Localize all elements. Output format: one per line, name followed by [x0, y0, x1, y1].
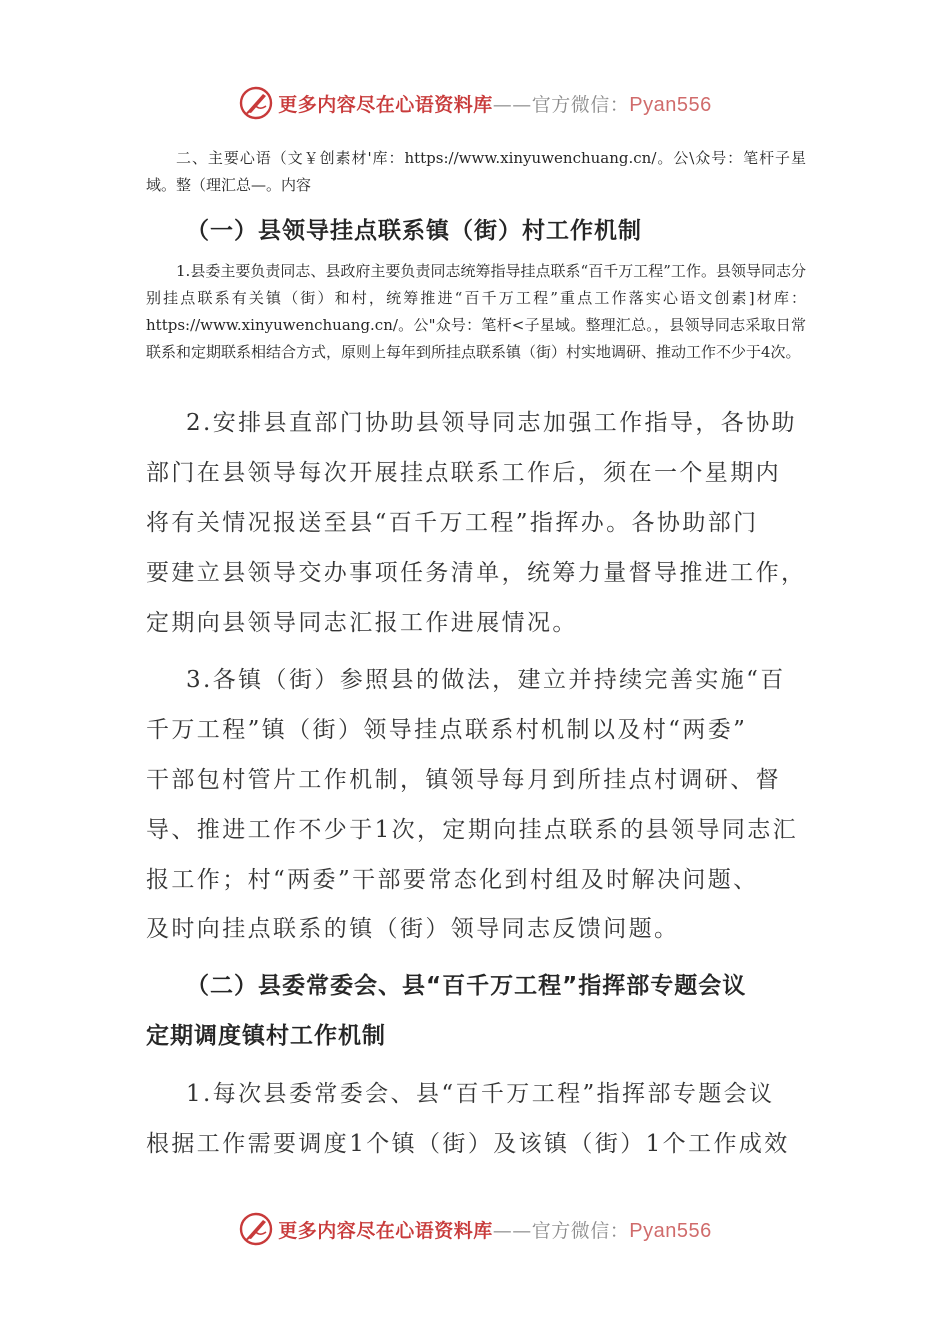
section-heading-2: （二）县委常委会、县“百千万工程”指挥部专题会议	[186, 973, 747, 999]
intro-paragraph: 二、主要心语（文￥创素材'库：https://www.xinyuwenchuang.cn/。公\众号：笔杆子星域。整（理汇总—。内容	[146, 149, 806, 194]
banner-dash: ——	[492, 1219, 532, 1242]
banner-wechat-id: Pyan556	[629, 93, 712, 116]
paragraph-1: 1.县委主要负责同志、县政府主要负责同志统筹指导挂点联系“百千万工程”工作。县领导同志分别挂点联系有关镇（街）和村，统筹推进“百千万工程”重点工作落实心语文创素]材库：https://www.xinyuwenchuang.cn/。公"众号：笔杆<子星域。整理汇总。，县领导同志采取日常联系和定期联系相结合方式，原则上每年到所挂点联系镇（街）村实地调研、推动工作不少于4次。	[146, 262, 806, 361]
paragraph-4-line: 1.每次县委常委会、县“百千万工程”指挥部专题会议	[186, 1081, 775, 1107]
quill-logo-icon	[238, 85, 274, 121]
banner-main-text: 更多内容尽在心语资料库	[278, 1219, 493, 1242]
banner-wechat-id: Pyan556	[629, 1219, 712, 1242]
section-heading-2-cont: 定期调度镇村工作机制	[146, 1023, 386, 1049]
banner-main-text: 更多内容尽在心语资料库	[278, 93, 493, 116]
paragraph-2-line: 定期向县领导同志汇报工作进展情况。	[146, 610, 578, 636]
paragraph-3-line: 3.各镇（街）参照县的做法，建立并持续完善实施“百	[186, 667, 786, 693]
banner-label: 官方微信：	[531, 1219, 630, 1242]
banner-label: 官方微信：	[531, 93, 630, 116]
paragraph-3-line: 报工作；村“两委”干部要常态化到村组及时解决问题、	[146, 867, 759, 893]
paragraph-2-line: 要建立县领导交办事项任务清单，统筹力量督导推进工作，	[146, 560, 807, 586]
section-heading-1: （一）县领导挂点联系镇（街）村工作机制	[186, 218, 642, 244]
paragraph-2-line: 将有关情况报送至县“百千万工程”指挥办。各协助部门	[146, 510, 759, 536]
paragraph-3-line: 及时向挂点联系的镇（街）领导同志反馈问题。	[146, 916, 680, 942]
quill-logo-icon	[238, 1211, 274, 1247]
paragraph-3-line: 干部包村管片工作机制，镇领导每月到所挂点村调研、督	[146, 767, 781, 793]
top-watermark-banner	[0, 83, 950, 123]
paragraph-2-line: 2.安排县直部门协助县领导同志加强工作指导，各协助	[186, 410, 797, 436]
paragraph-3-line: 千万工程”镇（街）领导挂点联系村机制以及村“两委”	[146, 717, 748, 743]
paragraph-2-line: 部门在县领导每次开展挂点联系工作后，须在一个星期内	[146, 460, 781, 486]
paragraph-4-line: 根据工作需要调度1个镇（街）及该镇（街）1个工作成效	[146, 1131, 790, 1157]
banner-dash: ——	[492, 93, 532, 116]
paragraph-3-line: 导、推进工作不少于1次，定期向挂点联系的县领导同志汇	[146, 817, 799, 843]
bottom-watermark-banner	[0, 1209, 950, 1249]
